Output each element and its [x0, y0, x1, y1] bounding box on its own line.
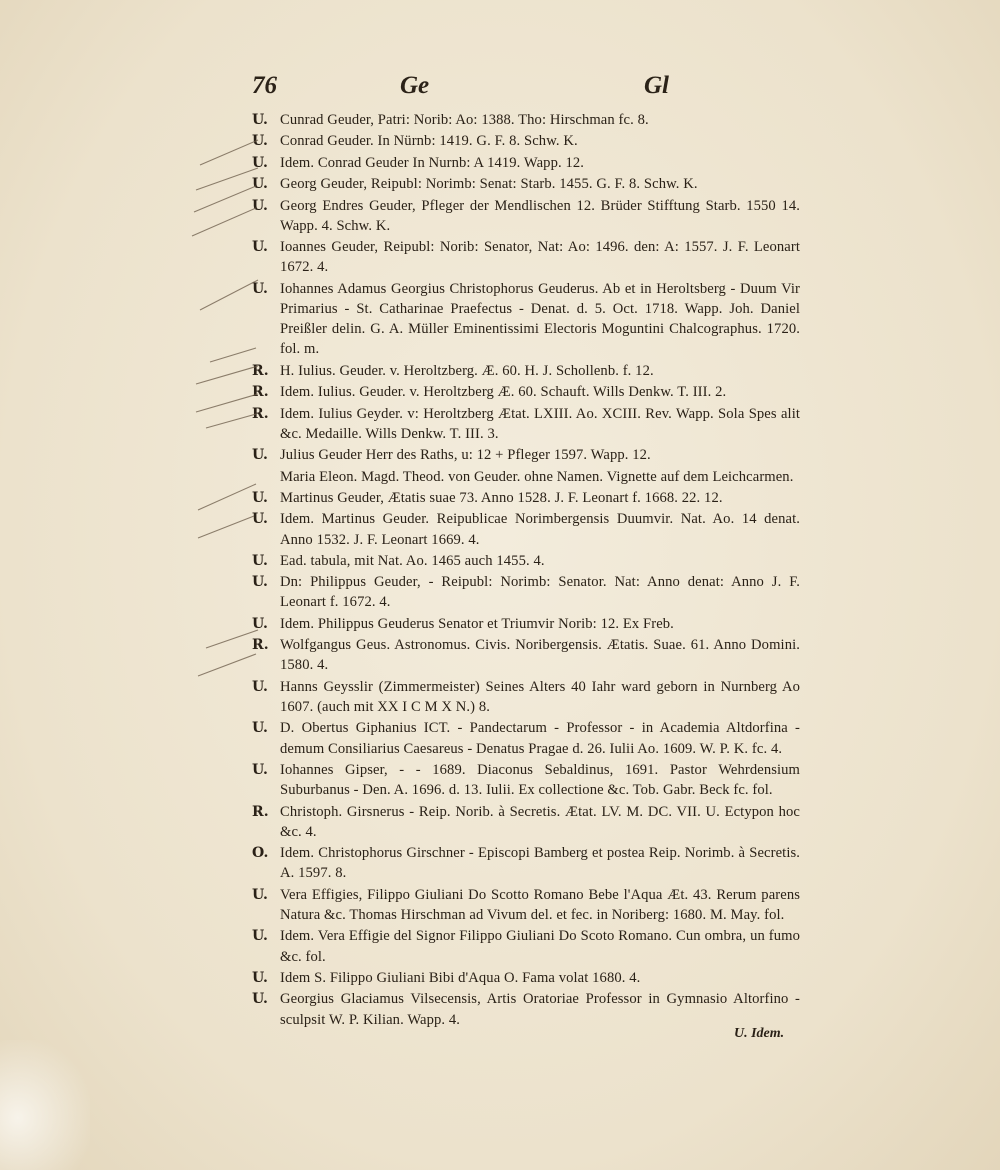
entry-text: Julius Geuder Herr des Raths, u: 12 + Pfleger 1597. Wapp. 12. [280, 447, 651, 464]
catalog-entry [252, 279, 800, 360]
entry-mark: U. [252, 112, 268, 128]
catalog-entry [252, 614, 800, 634]
entry-text: Conrad Geuder. In Nürnb: 1419. G. F. 8. Schw. K. [280, 133, 578, 150]
tick-mark [192, 208, 256, 236]
entry-mark: U. [252, 552, 268, 569]
catalog-entry [252, 718, 800, 758]
entry-text: Hanns Geysslir (Zimmermeister) Seines Alters 40 Iahr ward geborn in Nurnberg Ao 1607. (auch mit XX I C M X N.) 8. [280, 678, 800, 716]
entry-mark: R. [252, 803, 269, 820]
entry-mark: U. [252, 886, 268, 903]
catalog-entry [252, 677, 800, 717]
catchword: U. Idem. [734, 1026, 785, 1041]
catalog-entry [252, 404, 800, 444]
catalog-entry [252, 488, 800, 508]
entry-mark: U. [252, 991, 268, 1008]
catalog-entry [252, 635, 800, 675]
entry-text: Idem. Vera Effigie del Signor Filippo Giuliani Do Scoto Romano. Cun ombra, un fumo &c. fol. [280, 928, 800, 965]
entry-text: Idem. Iulius Geyder. v: Heroltzberg Ætat. LXIII. Ao. XCIII. Rev. Wapp. Sola Spes alit &c. Medaille. Wills Denkw. T. III. 3. [280, 405, 800, 442]
entry-text: H. Iulius. Geuder. v. Heroltzberg. Æ. 60. H. J. Schollenb. f. 12. [280, 362, 654, 379]
entry-text: D. Obertus Giphanius ICT. - Pandectarum - Professor - in Academia Altdorfina - demum Consiliarius Caesareus - Denatus Pragae d. 26. Iulii Ao. 1609. W. P. K. fc. 4. [280, 720, 800, 757]
entry-mark: U. [252, 133, 268, 150]
catalog-entry [252, 843, 800, 883]
catalog-entry [252, 802, 800, 842]
entry-mark: U. [252, 720, 268, 737]
entry-mark: U. [252, 762, 268, 779]
tick-mark [196, 366, 258, 384]
entry-mark: U. [252, 615, 268, 632]
entry-text: Georg Geuder, Reipubl: Norimb: Senat: Starb. 1455. G. F. 8. Schw. K. [280, 176, 698, 193]
header-right-key: Gl [644, 72, 669, 99]
entry-text: Martinus Geuder, Ætatis suae 73. Anno 1528. J. F. Leonart f. 1668. 22. 12. [280, 489, 723, 506]
catalog-entry [252, 382, 800, 402]
catalog-entry [252, 572, 800, 612]
page-number: 76 [252, 72, 277, 99]
tick-mark [210, 348, 256, 362]
catalog-entry [252, 131, 800, 151]
entry-text: Maria Eleon. Magd. Theod. von Geuder. ohne Namen. Vignette auf dem Leichcarmen. [280, 468, 794, 485]
catalog-entry [252, 551, 800, 571]
catalog-entry [252, 445, 800, 465]
entry-text: Georgius Glaciamus Vilsecensis, Artis Oratoriae Professor in Gymnasio Altorfino - sculpsit W. P. Kilian. Wapp. 4. [280, 991, 800, 1028]
entry-mark: U. [252, 970, 268, 987]
catalog-entry [252, 968, 800, 988]
entry-mark: U. [252, 928, 268, 945]
entry-mark: U. [252, 489, 268, 506]
tick-mark [198, 516, 254, 538]
entry-text: Idem. Iulius. Geuder. v. Heroltzberg Æ. 60. Schauft. Wills Denkw. T. III. 2. [280, 384, 727, 401]
entry-text: Ioannes Geuder, Reipubl: Norib: Senator, Nat: Ao: 1496. den: A: 1557. J. F. Leonart 1672. 4. [280, 239, 800, 276]
entry-text: Idem S. Filippo Giuliani Bibi d'Aqua O. Fama volat 1680. 4. [280, 970, 641, 987]
catalog-entry [252, 926, 800, 966]
entry-mark: U. [252, 154, 268, 171]
page-header [252, 72, 812, 108]
catalog-entry [252, 361, 800, 381]
catalog-entry [252, 153, 800, 173]
catalog-entry [252, 760, 800, 800]
tick-mark [200, 280, 258, 310]
entry-mark: R. [252, 405, 269, 422]
tick-mark [206, 414, 256, 428]
entry-text: Vera Effigies, Filippo Giuliani Do Scotto Romano Bebe l'Aqua Æt. 43. Rerum parens Natura &c. Thomas Hirschman ad Vivum del. et fec. in Noriberg: 1680. M. May. fol. [280, 886, 800, 924]
entry-mark: U. [252, 197, 268, 214]
entry-text: Iohannes Adamus Georgius Christophorus Geuderus. Ab et in Heroltsberg - Duum Vir Primarius - St. Catharinae Praefectus - Denat. d. 5. Oct. 1718. Wapp. Joh. Daniel Preißler delin. G. A. Müller Eminentissimi Electoris Moguntini Chalcographus. 1720. fol. m. [280, 280, 800, 358]
entry-text: Idem. Christophorus Girschner - Episcopi Bamberg et postea Reip. Norimb. à Secretis. A. 1597. 8. [280, 845, 800, 882]
entry-mark: U. [252, 239, 268, 256]
entry-text: Ead. tabula, mit Nat. Ao. 1465 auch 1455. 4. [280, 552, 545, 569]
tick-mark [206, 630, 258, 648]
entry-mark: U. [252, 511, 268, 528]
entry-text: Christoph. Girsnerus - Reip. Norib. à Secretis. Ætat. LV. M. DC. VII. U. Ectypon hoc &c. 4. [280, 803, 800, 840]
catalog-entry [252, 196, 800, 236]
tick-mark [198, 484, 256, 510]
entry-mark: U. [252, 280, 268, 297]
tick-mark [194, 186, 256, 212]
catalog-entry [252, 509, 800, 549]
entry-text: Idem. Conrad Geuder In Nurnb: A 1419. Wapp. 12. [280, 154, 584, 171]
entry-text: Dn: Philippus Geuder, - Reipubl: Norimb: Senator. Nat: Anno denat: Anno J. F. Leonart f. 1672. 4. [280, 574, 800, 611]
tick-mark [196, 394, 258, 412]
entry-text: Wolfgangus Geus. Astronomus. Civis. Noribergensis. Ætatis. Suae. 61. Anno Domini. 1580. 4. [280, 637, 800, 674]
catalog-entry [252, 885, 800, 925]
entry-mark: U. [252, 574, 268, 591]
entry-mark: R. [252, 384, 269, 401]
header-left-key: Ge [400, 72, 430, 99]
paper-stain [0, 1040, 90, 1170]
entry-text: Georg Endres Geuder, Pfleger der Mendlischen 12. Brüder Stifftung Starb. 1550 14. Wapp. 4. Schw. K. [280, 197, 800, 234]
entry-mark: U. [252, 447, 268, 464]
tick-mark [198, 654, 256, 676]
entry-text: Idem. Philippus Geuderus Senator et Triumvir Norib: 12. Ex Freb. [280, 615, 674, 632]
entry-text: Cunrad Geuder, Patri: Norib: Ao: 1388. Tho: Hirschman fc. 8. [280, 112, 649, 128]
catalog-entry [252, 237, 800, 277]
entry-list [252, 110, 800, 1031]
catalog-entry [252, 467, 800, 487]
catalog-entry [252, 989, 800, 1029]
catalog-entry [252, 174, 800, 194]
tick-mark [200, 140, 258, 165]
entry-mark: R. [252, 637, 269, 654]
entry-mark: O. [252, 845, 269, 862]
entry-text: Iohannes Gipser, - - 1689. Diaconus Sebaldinus, 1691. Pastor Wehrdensium Suburbanus - Den. A. 1696. d. 13. Iulii. Ex collectione &c. Tob. Gabr. Beck fc. fol. [280, 762, 800, 799]
entry-text: Idem. Martinus Geuder. Reipublicae Norimbergensis Duumvir. Nat. Ao. 14 denat. Anno 1532. J. F. Leonart 1669. 4. [280, 511, 800, 548]
entry-mark: U. [252, 176, 268, 193]
entry-mark: U. [252, 678, 268, 695]
entry-mark: R. [252, 362, 269, 379]
catalog-entry [252, 110, 800, 130]
tick-mark [196, 168, 258, 190]
